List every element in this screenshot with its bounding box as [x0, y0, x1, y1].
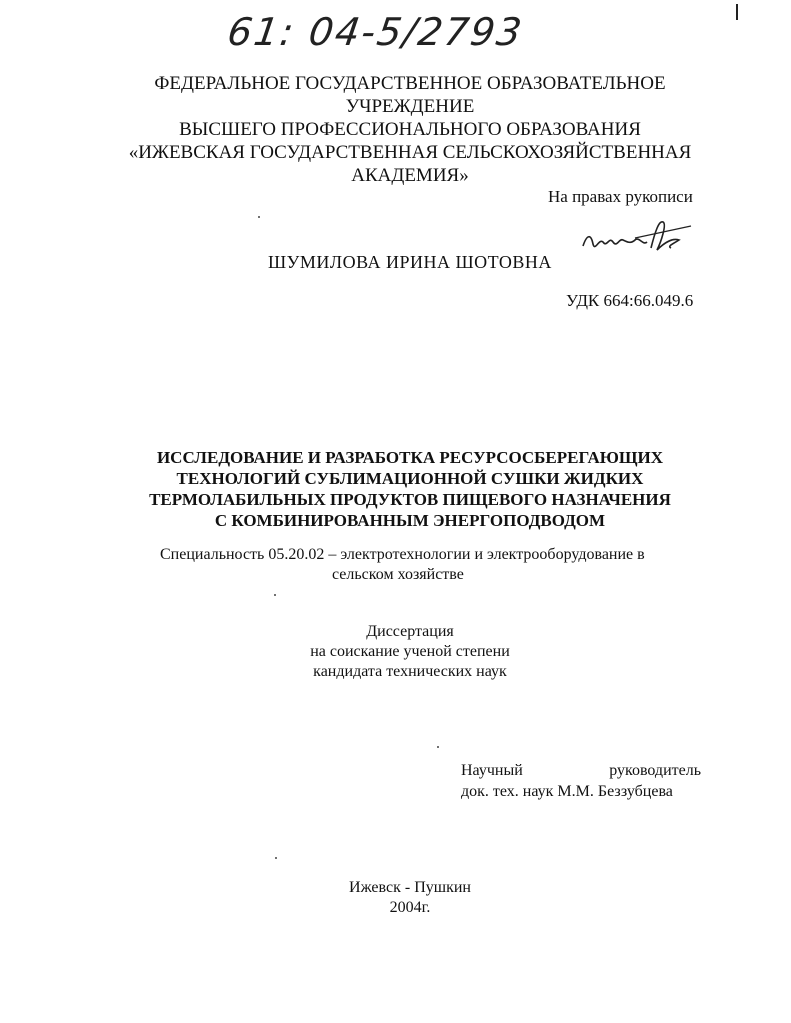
author-name: ШУМИЛОВА ИРИНА ШОТОВНА [268, 252, 552, 272]
year: 2004г. [389, 899, 431, 916]
advisor-name: док. тех. наук М.М. Беззубцева [461, 783, 673, 800]
scan-speck [275, 857, 277, 859]
scan-speck [274, 594, 276, 596]
title-line: ТЕХНОЛОГИЙ СУБЛИМАЦИОННОЙ СУШКИ ЖИДКИХ [176, 469, 644, 488]
institution-line: ВЫСШЕГО ПРОФЕССИОНАЛЬНОГО ОБРАЗОВАНИЯ [179, 119, 641, 140]
institution-name [100, 72, 720, 187]
advisor-label-word: руководитель [609, 762, 701, 779]
specialty-line: Специальность 05.20.02 – электротехнологии и электрооборудование в [160, 546, 645, 563]
advisor-label-word: Научный [461, 762, 523, 779]
city: Ижевск - Пушкин [349, 879, 471, 896]
archive-code: 61: 04-5/2793 [224, 10, 527, 54]
scan-speck [437, 746, 439, 748]
thesis-line: кандидата технических наук [313, 663, 507, 680]
udc-code: УДК 664:66.049.6 [566, 291, 694, 310]
dissertation-title [110, 447, 710, 531]
title-line: ТЕРМОЛАБИЛЬНЫХ ПРОДУКТОВ ПИЩЕВОГО НАЗНАЧЕНИЯ [149, 490, 671, 509]
institution-line: «ИЖЕВСКАЯ ГОСУДАРСТВЕННАЯ СЕЛЬСКОХОЗЯЙСТВЕННАЯ [128, 142, 692, 163]
thesis-degree [240, 622, 580, 682]
scan-speck [258, 216, 260, 218]
rights-note: На правах рукописи [548, 187, 693, 206]
thesis-line: Диссертация [366, 623, 454, 640]
scientific-advisor [461, 760, 701, 802]
specialty [130, 545, 730, 585]
institution-line: ФЕДЕРАЛЬНОЕ ГОСУДАРСТВЕННОЕ ОБРАЗОВАТЕЛЬНОЕ УЧРЕЖДЕНИЕ [154, 73, 666, 117]
specialty-line: сельском хозяйстве [332, 566, 464, 583]
pen-mark [736, 4, 738, 20]
title-line: С КОМБИНИРОВАННЫМ ЭНЕРГОПОДВОДОМ [214, 511, 606, 530]
thesis-line: на соискание ученой степени [310, 643, 510, 660]
place-and-year [300, 878, 520, 918]
title-line: ИССЛЕДОВАНИЕ И РАЗРАБОТКА РЕСУРСОСБЕРЕГАЮЩИХ [156, 448, 664, 467]
signature-icon [575, 212, 695, 260]
institution-line: АКАДЕМИЯ» [351, 165, 469, 186]
